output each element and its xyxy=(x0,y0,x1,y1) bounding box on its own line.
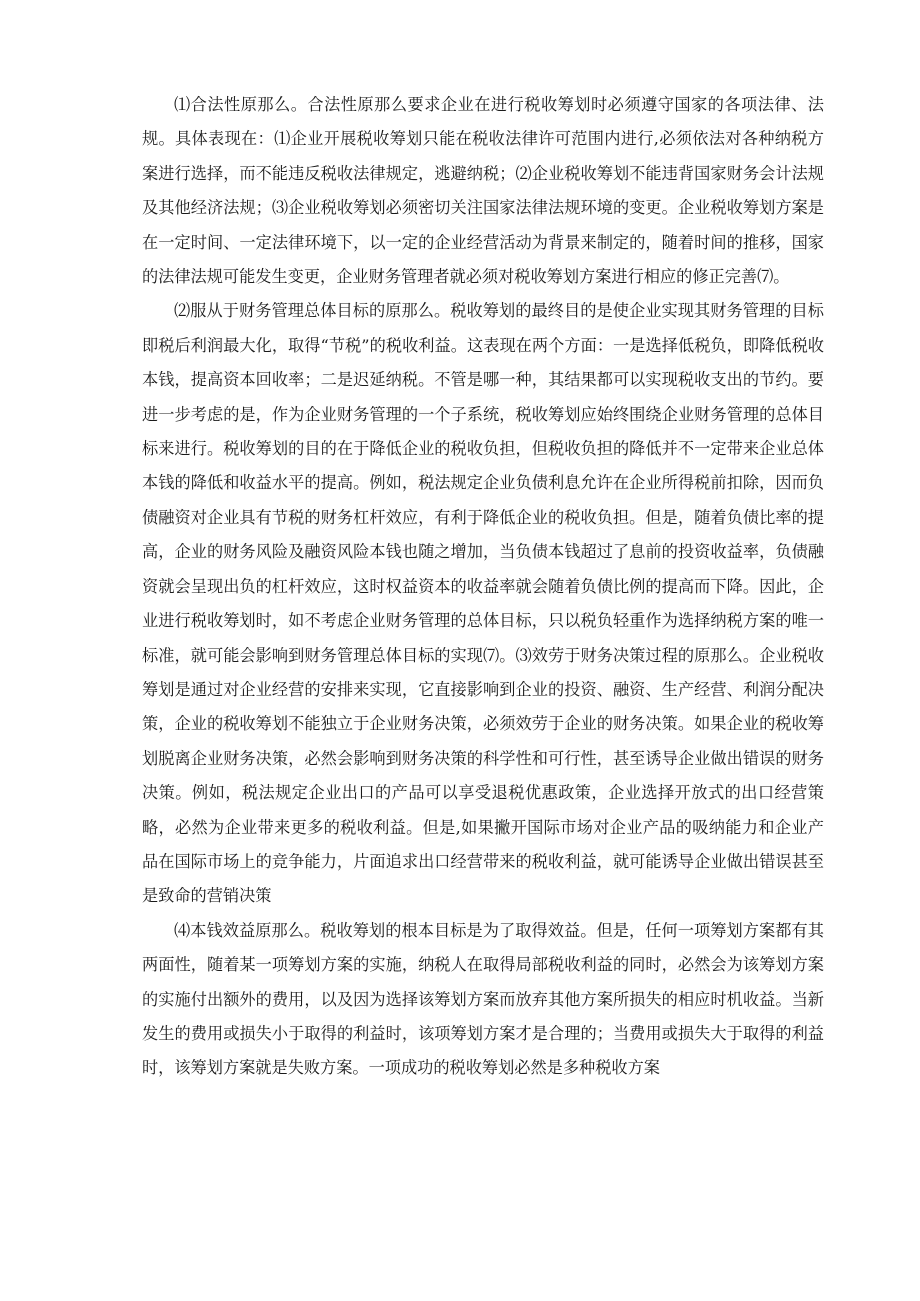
paragraph-financial-goal-principle: ⑵服从于财务管理总体目标的原那么。税收筹划的最终目的是使企业实现其财务管理的目标即税后利润最大化，取得“节税”的税收利益。这表现在两个方面：一是选择低税负，即降低税收本钱，提高资本回收率；二是迟延纳税。不管是哪一种，其结果都可以实现税收支出的节约。要进一步考虑的是，作为企业财务管理的一个子系统，税收筹划应始终围绕企业财务管理的总体目标来进行。税收筹划的目的在于降低企业的税收负担，但税收负担的降低并不一定带来企业总体本钱的降低和收益水平的提高。例如，税法规定企业负债利息允许在企业所得税前扣除，因而负债融资对企业具有节税的财务杠杆效应，有利于降低企业的税收负担。但是，随着负债比率的提高，企业的财务风险及融资风险本钱也随之增加，当负债本钱超过了息前的投资收益率，负债融资就会呈现出负的杠杆效应，这时权益资本的收益率就会随着负债比例的提高而下降。因此，企业进行税收筹划时，如不考虑企业财务管理的总体目标，只以税负轻重作为选择纳税方案的唯一标准，就可能会影响到财务管理总体目标的实现⑺。⑶效劳于财务决策过程的原那么。企业税收筹划是通过对企业经营的安排来实现，它直接影响到企业的投资、融资、生产经营、利润分配决策，企业的税收筹划不能独立于企业财务决策，必须效劳于企业的财务决策。如果企业的税收筹划脱离企业财务决策，必然会影响到财务决策的科学性和可行性，甚至诱导企业做出错误的财务决策。例如，税法规定企业出口的产品可以享受退税优惠政策，企业选择开放式的出口经营策略，必然为企业带来更多的税收利益。但是,如果撇开国际市场对企业产品的吸纳能力和企业产品在国际市场上的竞争能力，片面追求出口经营带来的税收利益，就可能诱导企业做出错误甚至是致命的营销决策 xyxy=(142,301,824,906)
paragraph-cost-benefit-principle: ⑷本钱效益原那么。税收筹划的根本目标是为了取得效益。但是，任何一项筹划方案都有其两面性，随着某一项筹划方案的实施，纳税人在取得局部税收利益的同时，必然会为该筹划方案的实施付出额外的费用，以及因为选择该筹划方案而放弃其他方案所损失的相应时机收益。当新发生的费用或损失小于取得的利益时，该项筹划方案才是合理的；当费用或损失大于取得的利益时，该筹划方案就是失败方案。一项成功的税收筹划必然是多种税收方案 xyxy=(142,920,824,1078)
document-body xyxy=(142,88,824,1086)
paragraph-legality-principle: ⑴合法性原那么。合法性原那么要求企业在进行税收筹划时必须遵守国家的各项法律、法规。具体表现在：⑴企业开展税收筹划只能在税收法律许可范围内进行,必须依法对各种纳税方案进行选择，而不能违反税收法律规定，逃避纳税；⑵企业税收筹划不能违背国家财务会计法规及其他经济法规；⑶企业税收筹划必须密切关注国家法律法规环境的变更。企业税收筹划方案是在一定时间、一定法律环境下，以一定的企业经营活动为背景来制定的，随着时间的推移，国家的法律法规可能发生变更，企业财务管理者就必须对税收筹划方案进行相应的修正完善⑺。 xyxy=(142,95,824,287)
